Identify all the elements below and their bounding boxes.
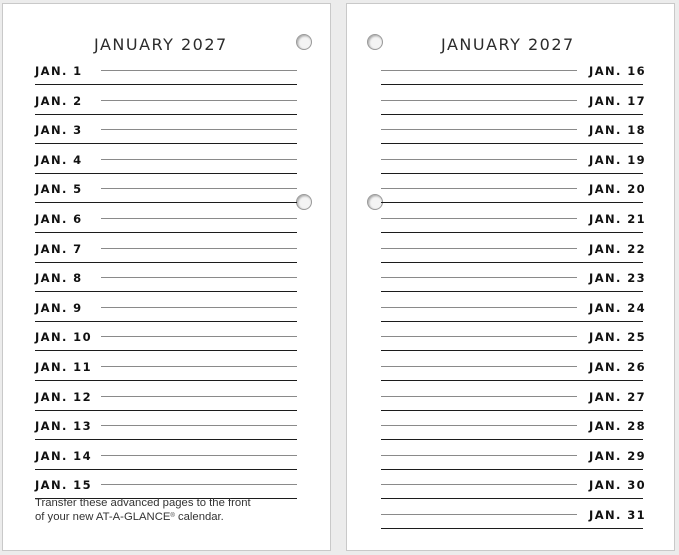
- day-label: JAN. 26: [589, 360, 646, 374]
- day-divider-rule: [35, 439, 297, 440]
- writing-rule: [381, 484, 577, 485]
- writing-rule: [381, 366, 577, 367]
- day-rows: [347, 4, 674, 550]
- day-rows: [3, 4, 330, 550]
- writing-rule: [101, 484, 297, 485]
- day-row: [347, 270, 674, 299]
- day-divider-rule: [35, 173, 297, 174]
- day-label: JAN. 7: [35, 241, 83, 256]
- right-planner-page: [346, 3, 675, 551]
- day-row: [347, 418, 674, 447]
- writing-rule: [101, 129, 297, 130]
- day-label: JAN. 9: [35, 300, 83, 315]
- writing-rule: [101, 455, 297, 456]
- day-label: JAN. 31: [589, 508, 646, 522]
- day-row: [3, 300, 330, 329]
- day-label: JAN. 28: [589, 419, 646, 434]
- day-label: JAN. 1: [35, 64, 83, 78]
- day-divider-rule: [381, 291, 643, 292]
- day-label: JAN. 23: [589, 271, 646, 286]
- day-row: [3, 448, 330, 477]
- day-row: [347, 300, 674, 329]
- writing-rule: [381, 396, 577, 397]
- day-row: [3, 359, 330, 388]
- writing-rule: [381, 159, 577, 160]
- writing-rule: [101, 366, 297, 367]
- day-row: [347, 211, 674, 240]
- day-row: [3, 389, 330, 418]
- day-row: [3, 93, 330, 122]
- day-label: JAN. 4: [35, 152, 83, 167]
- day-row: [347, 181, 674, 210]
- day-row: [3, 329, 330, 358]
- day-label: JAN. 29: [589, 448, 646, 463]
- day-row: [347, 359, 674, 388]
- day-label: JAN. 18: [589, 123, 646, 138]
- day-label: JAN. 22: [589, 241, 646, 256]
- day-label: JAN. 21: [589, 212, 646, 226]
- day-label: JAN. 25: [589, 330, 646, 345]
- day-row: [347, 122, 674, 151]
- transfer-note: [35, 496, 305, 524]
- writing-rule: [381, 307, 577, 308]
- writing-rule: [101, 188, 297, 189]
- day-label: JAN. 27: [589, 389, 646, 404]
- writing-rule: [381, 425, 577, 426]
- writing-rule: [101, 70, 297, 71]
- day-label: JAN. 6: [35, 212, 83, 226]
- writing-rule: [381, 455, 577, 456]
- day-divider-rule: [35, 410, 297, 411]
- day-divider-rule: [381, 498, 643, 499]
- writing-rule: [101, 336, 297, 337]
- writing-rule: [381, 188, 577, 189]
- writing-rule: [101, 248, 297, 249]
- day-label: JAN. 12: [35, 389, 92, 404]
- day-divider-rule: [35, 291, 297, 292]
- day-divider-rule: [35, 380, 297, 381]
- day-label: JAN. 10: [35, 330, 92, 345]
- day-row: [347, 93, 674, 122]
- day-row: [347, 448, 674, 477]
- day-label: JAN. 14: [35, 448, 92, 463]
- writing-rule: [381, 70, 577, 71]
- day-divider-rule: [35, 84, 297, 85]
- day-label: JAN. 30: [589, 478, 646, 493]
- day-divider-rule: [381, 262, 643, 263]
- writing-rule: [101, 307, 297, 308]
- writing-rule: [101, 159, 297, 160]
- day-row: [347, 389, 674, 418]
- writing-rule: [381, 100, 577, 101]
- day-divider-rule: [381, 321, 643, 322]
- writing-rule: [381, 129, 577, 130]
- day-row: [347, 241, 674, 270]
- transfer-note-line-2: [35, 510, 305, 524]
- day-divider-rule: [35, 321, 297, 322]
- day-divider-rule: [381, 202, 643, 203]
- day-divider-rule: [381, 173, 643, 174]
- day-divider-rule: [381, 439, 643, 440]
- day-row: [347, 152, 674, 181]
- day-row: [3, 122, 330, 151]
- day-label: JAN. 13: [35, 419, 92, 434]
- writing-rule: [101, 396, 297, 397]
- page-title: JANUARY 2027: [441, 35, 575, 54]
- day-label: JAN. 16: [589, 64, 646, 78]
- transfer-note-suffix: calendar.: [174, 511, 224, 523]
- day-row: [3, 211, 330, 240]
- writing-rule: [101, 425, 297, 426]
- day-divider-rule: [35, 262, 297, 263]
- writing-rule: [381, 218, 577, 219]
- day-row: [3, 241, 330, 270]
- writing-rule: [101, 100, 297, 101]
- day-row: [347, 63, 674, 92]
- day-row: [3, 63, 330, 92]
- writing-rule: [101, 277, 297, 278]
- day-label: JAN. 11: [35, 360, 92, 374]
- day-divider-rule: [381, 114, 643, 115]
- day-divider-rule: [381, 350, 643, 351]
- day-divider-rule: [381, 84, 643, 85]
- day-row: [347, 507, 674, 536]
- page-title: JANUARY 2027: [94, 35, 228, 54]
- writing-rule: [381, 336, 577, 337]
- day-label: JAN. 24: [589, 300, 646, 315]
- day-label: JAN. 2: [35, 93, 83, 108]
- transfer-note-prefix: of your new AT-A-GLANCE: [35, 511, 171, 523]
- day-divider-rule: [381, 232, 643, 233]
- day-divider-rule: [35, 202, 297, 203]
- writing-rule: [381, 514, 577, 515]
- day-divider-rule: [381, 469, 643, 470]
- day-label: JAN. 3: [35, 123, 83, 138]
- day-row: [3, 181, 330, 210]
- day-row: [3, 270, 330, 299]
- day-divider-rule: [381, 143, 643, 144]
- writing-rule: [381, 277, 577, 278]
- day-divider-rule: [381, 380, 643, 381]
- registered-mark: ®: [170, 513, 175, 519]
- day-label: JAN. 20: [589, 182, 646, 197]
- writing-rule: [101, 218, 297, 219]
- day-row: [3, 418, 330, 447]
- day-label: JAN. 17: [589, 93, 646, 108]
- day-row: [3, 152, 330, 181]
- day-divider-rule: [35, 114, 297, 115]
- day-label: JAN. 8: [35, 271, 83, 286]
- day-divider-rule: [381, 528, 643, 529]
- day-row: [347, 477, 674, 506]
- day-divider-rule: [35, 469, 297, 470]
- day-label: JAN. 15: [35, 478, 92, 493]
- transfer-note-line-1: Transfer these advanced pages to the front: [35, 497, 251, 509]
- day-divider-rule: [35, 232, 297, 233]
- day-row: [347, 329, 674, 358]
- left-planner-page: [2, 3, 331, 551]
- day-label: JAN. 5: [35, 182, 83, 197]
- day-divider-rule: [35, 350, 297, 351]
- day-label: JAN. 19: [589, 152, 646, 167]
- day-divider-rule: [381, 410, 643, 411]
- writing-rule: [381, 248, 577, 249]
- day-divider-rule: [35, 143, 297, 144]
